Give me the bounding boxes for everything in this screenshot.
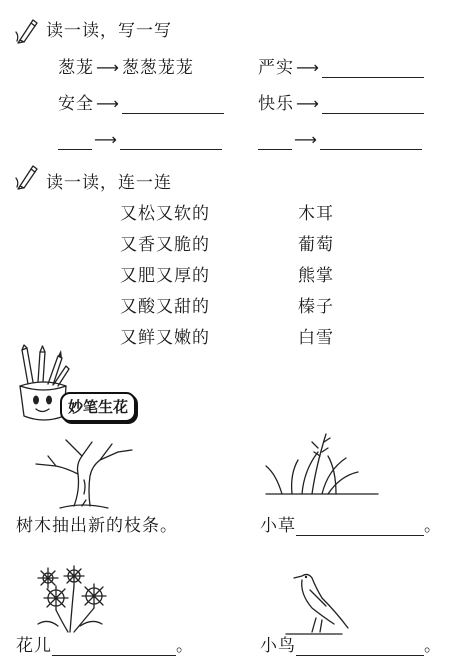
answer: 葱葱茏茏 — [121, 58, 194, 78]
word: 严实 — [258, 58, 294, 78]
section-title-read-match: 读一读，连一连 — [46, 173, 172, 193]
match-left-item[interactable]: 又肥又厚的 — [120, 266, 210, 286]
match-left-item[interactable]: 又鲜又嫩的 — [120, 328, 210, 348]
match-left-item[interactable]: 又香又脆的 — [120, 235, 210, 255]
arrow-icon: ⟶ — [294, 130, 318, 149]
match-right-item[interactable]: 白雪 — [298, 328, 334, 348]
word-blank[interactable] — [258, 133, 292, 150]
exercise-item — [258, 58, 424, 78]
period: 。 — [424, 516, 442, 536]
caption-grass — [260, 516, 442, 536]
caption-flower-label: 花儿 — [16, 636, 52, 656]
logo-text: 妙笔生花 — [67, 398, 128, 416]
pencil-icon — [14, 160, 40, 190]
exercise-item — [58, 58, 194, 78]
section-title-read-write: 读一读，写一写 — [46, 21, 172, 41]
caption-bird-label: 小鸟 — [260, 636, 296, 656]
answer-blank[interactable] — [52, 639, 176, 656]
word: 葱茏 — [58, 58, 94, 78]
word-blank[interactable] — [58, 133, 92, 150]
arrow-icon: ⟶ — [96, 58, 120, 77]
answer-blank[interactable] — [322, 97, 424, 114]
period: 。 — [424, 636, 442, 656]
exercise-item — [58, 94, 224, 114]
tree-sketch — [22, 430, 142, 510]
word: 快乐 — [258, 94, 294, 114]
arrow-icon: ⟶ — [296, 94, 320, 113]
answer-blank[interactable] — [322, 61, 424, 78]
answer-blank[interactable] — [296, 639, 424, 656]
caption-bird — [260, 636, 442, 656]
match-right-item[interactable]: 熊掌 — [298, 266, 334, 286]
caption-grass-label: 小草 — [260, 516, 296, 536]
arrow-icon: ⟶ — [94, 130, 118, 149]
match-left-item[interactable]: 又松又软的 — [120, 204, 210, 224]
arrow-icon: ⟶ — [96, 94, 120, 113]
answer-blank[interactable] — [320, 133, 422, 150]
word: 安全 — [58, 94, 94, 114]
match-right-item[interactable]: 葡萄 — [298, 235, 334, 255]
pencil-icon — [14, 14, 40, 44]
caption-flower — [16, 636, 194, 656]
period: 。 — [176, 636, 194, 656]
flower-sketch — [28, 566, 128, 634]
arrow-icon: ⟶ — [296, 58, 320, 77]
match-left-item[interactable]: 又酸又甜的 — [120, 297, 210, 317]
match-right-item[interactable]: 榛子 — [298, 297, 334, 317]
bird-sketch — [282, 568, 358, 638]
exercise-item — [58, 130, 222, 150]
match-right-item[interactable]: 木耳 — [298, 204, 334, 224]
answer-blank[interactable] — [120, 133, 222, 150]
answer-blank[interactable] — [122, 97, 224, 114]
logo-badge — [60, 392, 136, 422]
grass-sketch — [262, 430, 382, 498]
answer-blank[interactable] — [296, 519, 424, 536]
exercise-item — [258, 94, 424, 114]
caption-tree: 树木抽出新的枝条。 — [16, 516, 178, 536]
exercise-item — [258, 130, 422, 150]
